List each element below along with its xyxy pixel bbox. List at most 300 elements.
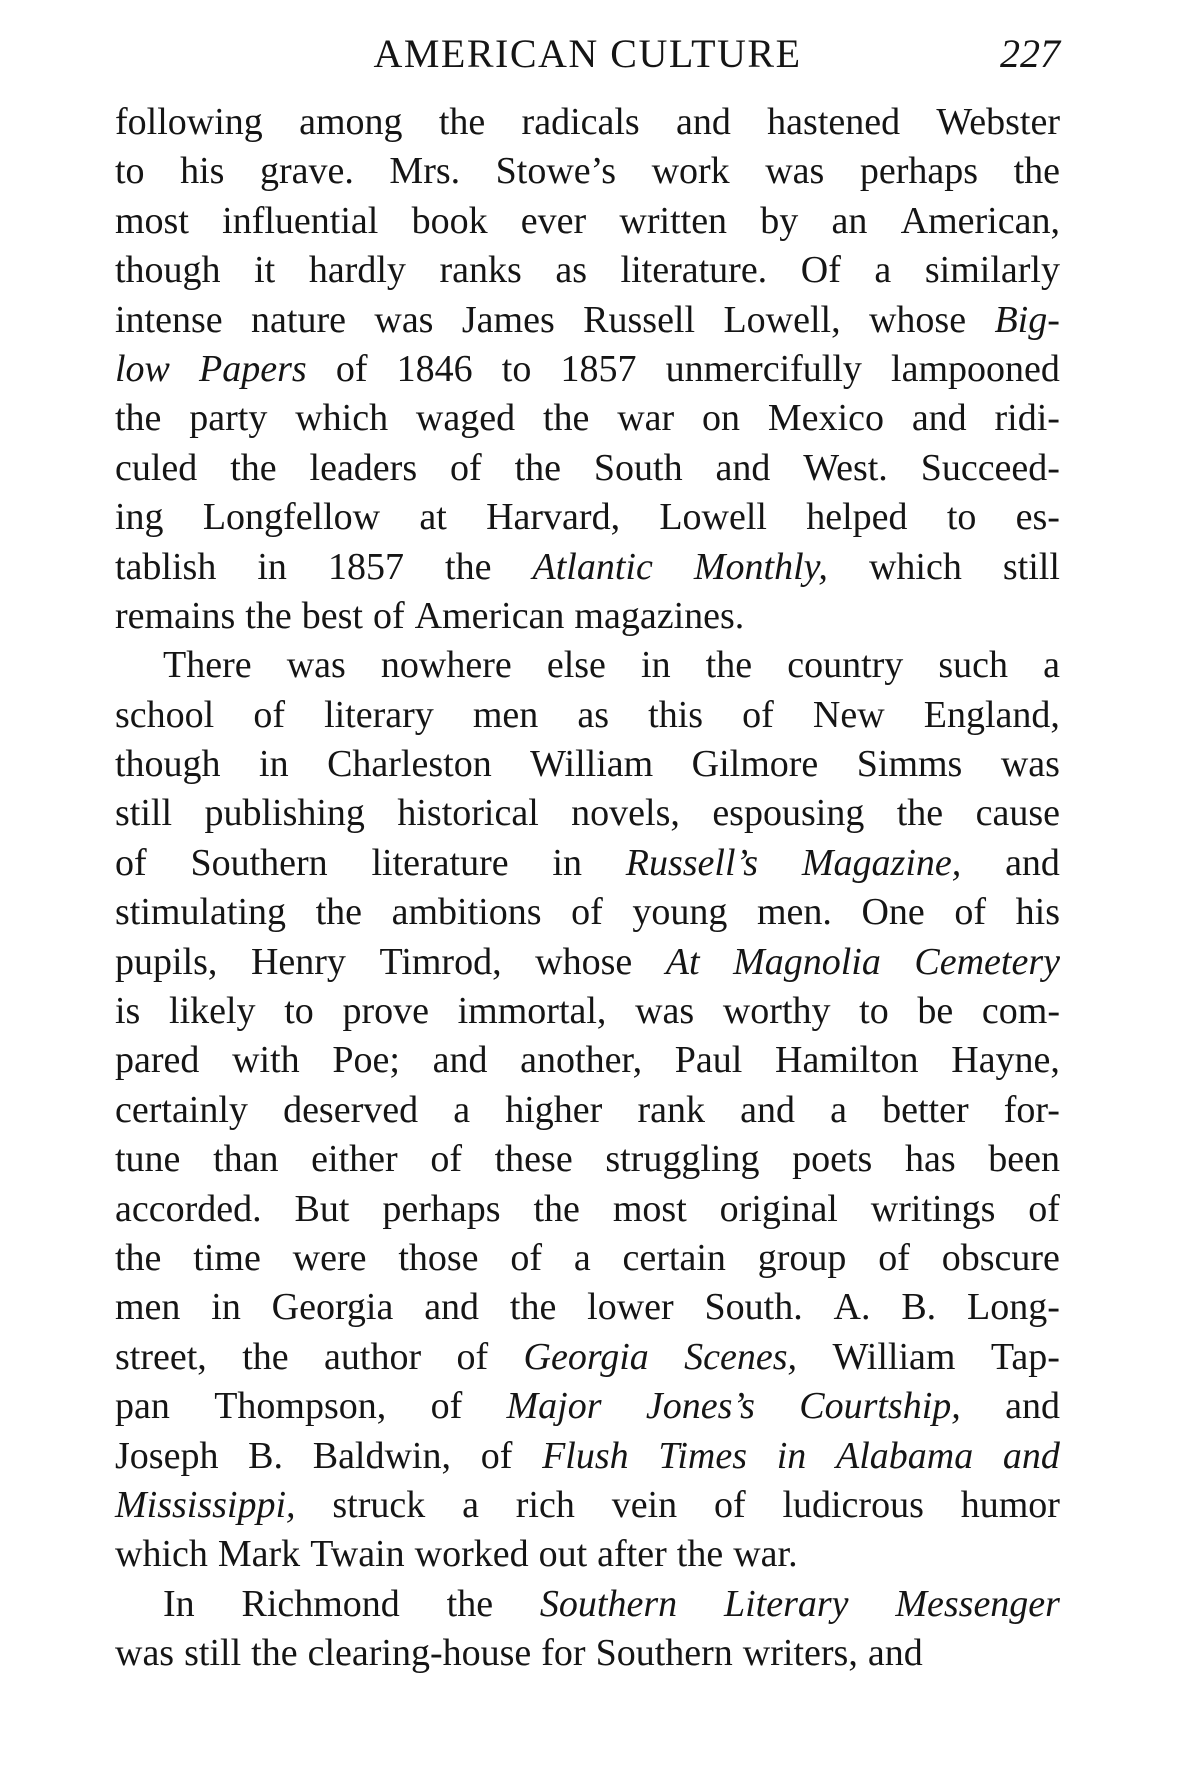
text-line xyxy=(115,987,1060,1036)
word: men. xyxy=(756,891,832,934)
word: remains xyxy=(115,594,236,637)
word: be xyxy=(917,990,954,1033)
word: of xyxy=(456,1335,489,1378)
word: original xyxy=(719,1187,838,1230)
italic-word: Alabama xyxy=(836,1434,974,1477)
word: stimulating xyxy=(115,891,286,934)
word: hastened xyxy=(767,101,901,143)
text-line xyxy=(115,345,1060,394)
word: deserved xyxy=(283,1088,419,1131)
word: Succeed- xyxy=(920,446,1060,489)
text-line xyxy=(115,493,1060,542)
word: historical xyxy=(397,792,539,835)
italic-word: Literary xyxy=(723,1582,849,1625)
word: literature xyxy=(371,841,509,884)
word: men xyxy=(115,1286,181,1329)
italic-word: Russell’s xyxy=(625,841,759,884)
italic-word: Big- xyxy=(994,298,1060,341)
word: Mark xyxy=(217,1533,301,1576)
paragraph xyxy=(115,1580,1060,1679)
word: Stowe’s xyxy=(495,150,617,193)
word: the xyxy=(705,644,753,687)
word: ing xyxy=(115,496,164,539)
word: pupils, xyxy=(115,940,218,983)
word: South. xyxy=(704,1286,803,1329)
word: Of xyxy=(800,249,841,292)
italic-word: Monthly, xyxy=(693,545,828,588)
word: Hayne, xyxy=(951,1039,1060,1082)
word: the xyxy=(542,397,590,440)
word: to xyxy=(284,990,314,1033)
word: the xyxy=(446,1582,494,1625)
word: Harvard, xyxy=(486,496,621,539)
paragraph xyxy=(115,641,1060,1579)
word: been xyxy=(988,1138,1060,1181)
text-line xyxy=(115,1135,1060,1184)
italic-word: Atlantic xyxy=(532,545,653,588)
word: influential xyxy=(222,199,379,242)
word: of xyxy=(1028,1187,1060,1230)
word: was xyxy=(635,990,695,1033)
word: Thompson, xyxy=(214,1385,387,1428)
italic-word: in xyxy=(776,1434,807,1477)
word: publishing xyxy=(204,792,365,835)
word: still xyxy=(115,792,173,835)
word: in xyxy=(641,644,671,687)
word: the xyxy=(533,1187,580,1230)
word: group xyxy=(757,1236,847,1279)
word: of xyxy=(571,891,603,934)
word: of xyxy=(253,693,285,736)
word: a xyxy=(874,249,892,292)
word: a xyxy=(453,1088,471,1131)
word: ambitions xyxy=(391,891,542,934)
word: after xyxy=(597,1533,667,1576)
word: time xyxy=(193,1236,261,1279)
word: the xyxy=(251,1632,298,1675)
word: as xyxy=(577,693,610,736)
word: best xyxy=(301,594,363,637)
word: the xyxy=(896,792,944,835)
word: the xyxy=(315,891,363,934)
word: Southern xyxy=(595,1632,733,1675)
word: to xyxy=(859,990,889,1033)
word: Richmond xyxy=(241,1582,400,1625)
word: culed xyxy=(115,446,198,489)
word: immortal, xyxy=(457,990,607,1033)
word: the xyxy=(115,1236,162,1279)
word: American, xyxy=(900,199,1060,242)
word: a xyxy=(462,1483,479,1526)
word: helped xyxy=(806,496,908,539)
word: William xyxy=(832,1335,956,1378)
text-line xyxy=(115,1530,1060,1579)
word: es- xyxy=(1015,496,1060,539)
word: war. xyxy=(733,1533,798,1576)
word: the xyxy=(1013,150,1060,193)
word: and xyxy=(740,1088,795,1131)
word: ever xyxy=(520,199,587,242)
word: radicals xyxy=(521,101,640,143)
word: lampooned xyxy=(891,347,1060,390)
word: among xyxy=(299,101,403,143)
word: men xyxy=(472,693,539,736)
word: and xyxy=(676,101,731,143)
word: with xyxy=(232,1039,300,1082)
word: writings xyxy=(870,1187,996,1230)
word: accorded. xyxy=(115,1187,262,1230)
text-line xyxy=(115,1333,1060,1382)
word: Timrod, xyxy=(379,940,502,983)
word: certain xyxy=(622,1236,726,1279)
word: intense xyxy=(115,298,223,341)
word: is xyxy=(115,990,141,1033)
italic-word: Messenger xyxy=(895,1582,1060,1625)
word: at xyxy=(419,496,447,539)
word: William xyxy=(530,743,654,786)
italic-word: Papers xyxy=(199,347,307,390)
italic-word: Times xyxy=(658,1434,748,1477)
word: of xyxy=(510,1236,543,1279)
word: worked xyxy=(414,1533,529,1576)
word: it xyxy=(254,249,276,292)
word: was xyxy=(765,150,825,193)
word: the xyxy=(445,545,492,588)
word: was xyxy=(286,644,346,687)
word: nowhere xyxy=(380,644,512,687)
word: and xyxy=(1005,1385,1060,1428)
word: were xyxy=(292,1236,367,1279)
word: which xyxy=(868,545,962,588)
word: pan xyxy=(115,1385,170,1428)
word: of xyxy=(480,1434,513,1477)
word: literary xyxy=(324,693,434,736)
text-line xyxy=(115,1432,1060,1481)
word: cause xyxy=(975,792,1060,835)
word: in xyxy=(257,545,287,588)
word: magazines. xyxy=(574,594,745,637)
italic-word: Georgia xyxy=(523,1335,649,1378)
word: the xyxy=(514,446,561,489)
text-line xyxy=(115,1481,1060,1530)
italic-word: Scenes, xyxy=(684,1335,798,1378)
word: to xyxy=(946,496,977,539)
word: and xyxy=(1005,841,1060,884)
word: tune xyxy=(115,1138,181,1181)
word: than xyxy=(213,1138,279,1181)
italic-word: Major xyxy=(506,1385,602,1428)
word: unmercifully xyxy=(665,347,862,390)
word: of xyxy=(878,1236,910,1279)
word: Mexico xyxy=(767,397,884,440)
word: a xyxy=(830,1088,847,1131)
text-line xyxy=(115,789,1060,838)
word: In xyxy=(163,1582,195,1625)
word: of xyxy=(430,1138,462,1181)
word: nature xyxy=(251,298,346,341)
word: 1857 xyxy=(327,545,404,588)
word: out xyxy=(538,1533,588,1576)
text-line xyxy=(115,1382,1060,1431)
word: A. xyxy=(833,1286,871,1329)
word: Lowell, xyxy=(723,298,841,341)
word: book xyxy=(411,199,488,242)
word: West. xyxy=(803,446,888,489)
word: on xyxy=(702,397,741,440)
text-line xyxy=(115,641,1060,690)
text-line xyxy=(115,888,1060,937)
word: by xyxy=(760,199,799,242)
word: school xyxy=(115,693,215,736)
word: tablish xyxy=(115,545,217,588)
word: espousing xyxy=(712,792,865,835)
word: was xyxy=(374,298,434,341)
word: still xyxy=(1002,545,1060,588)
word: New xyxy=(812,693,885,736)
word: of xyxy=(372,594,405,637)
word: the xyxy=(509,1286,557,1329)
text-line xyxy=(115,444,1060,493)
word: young xyxy=(632,891,728,934)
word: Simms xyxy=(856,743,963,786)
word: either xyxy=(311,1138,398,1181)
word: the xyxy=(115,397,162,440)
word: Southern xyxy=(190,841,328,884)
word: Charleston xyxy=(327,743,492,786)
word: humor xyxy=(960,1483,1060,1526)
word: has xyxy=(904,1138,956,1181)
text-line xyxy=(115,1086,1060,1135)
text-line xyxy=(115,197,1060,246)
word: Gilmore xyxy=(691,743,819,786)
word: American xyxy=(414,594,565,637)
word: and xyxy=(432,1039,488,1082)
word: to xyxy=(115,150,145,193)
word: country xyxy=(787,644,904,687)
word: But xyxy=(294,1187,350,1230)
word: was xyxy=(1000,743,1060,786)
word: most xyxy=(115,199,189,242)
word: and xyxy=(911,397,967,440)
word: higher xyxy=(505,1088,603,1131)
word: another, xyxy=(520,1039,643,1082)
word: worthy xyxy=(722,990,831,1033)
word: this xyxy=(648,693,704,736)
word: which xyxy=(115,1533,208,1576)
word: street, xyxy=(115,1335,207,1378)
word: war xyxy=(617,397,675,440)
word: hardly xyxy=(308,249,406,292)
word: the xyxy=(438,101,486,143)
italic-word: Courtship, xyxy=(799,1385,961,1428)
word: rich xyxy=(515,1483,575,1526)
word: vein xyxy=(611,1483,678,1526)
word: was xyxy=(115,1632,175,1675)
italic-word: Mississippi, xyxy=(115,1483,296,1526)
text-line xyxy=(115,147,1060,196)
word: for xyxy=(541,1632,586,1675)
text-line xyxy=(115,1580,1060,1629)
word: and xyxy=(867,1632,923,1675)
word: an xyxy=(831,199,868,242)
text-line xyxy=(115,98,1060,147)
word: of xyxy=(450,446,482,489)
word: com- xyxy=(981,990,1060,1033)
word: these xyxy=(494,1138,573,1181)
word: better xyxy=(882,1088,969,1131)
word: Lowell xyxy=(659,496,767,539)
italic-word: Flush xyxy=(542,1434,629,1477)
running-head xyxy=(115,28,1060,80)
word: Longfellow xyxy=(202,496,381,539)
word: most xyxy=(612,1187,687,1230)
word: ridi- xyxy=(994,397,1060,440)
word: lower xyxy=(587,1286,674,1329)
word: Paul xyxy=(674,1039,743,1082)
word: author xyxy=(324,1335,422,1378)
word: in xyxy=(211,1286,241,1329)
word: pared xyxy=(115,1039,200,1082)
word: the xyxy=(242,1335,289,1378)
text-line xyxy=(115,296,1060,345)
word: of xyxy=(115,841,147,884)
word: novels, xyxy=(571,792,680,835)
word: England, xyxy=(923,693,1060,736)
text-line xyxy=(115,246,1060,295)
word: Tap- xyxy=(990,1335,1060,1378)
word: still xyxy=(184,1632,242,1675)
word: Long- xyxy=(967,1286,1060,1329)
word: struck xyxy=(332,1483,426,1526)
text-line xyxy=(115,543,1060,592)
text-line xyxy=(115,740,1060,789)
word: 1857 xyxy=(560,347,637,390)
word: poets xyxy=(792,1138,873,1181)
word: following xyxy=(115,101,263,143)
italic-word: Magnolia xyxy=(733,940,881,983)
word: writers, xyxy=(742,1632,858,1675)
text-line xyxy=(115,691,1060,740)
word: in xyxy=(259,743,289,786)
word: grave. xyxy=(259,150,354,193)
text-line xyxy=(115,394,1060,443)
word: and xyxy=(424,1286,480,1329)
word: ranks xyxy=(439,249,522,292)
word: a xyxy=(1043,644,1060,687)
word: Baldwin, xyxy=(312,1434,451,1477)
word: Mrs. xyxy=(389,150,461,193)
running-title: AMERICAN CULTURE xyxy=(373,31,802,76)
word: James xyxy=(461,298,555,341)
word: though xyxy=(115,743,221,786)
text-line xyxy=(115,839,1060,888)
text-line xyxy=(115,938,1060,987)
word: struggling xyxy=(605,1138,760,1181)
paragraph xyxy=(115,98,1060,641)
word: There xyxy=(163,644,252,687)
word: his xyxy=(180,150,225,193)
word: and xyxy=(715,446,771,489)
word: to xyxy=(501,347,532,390)
word: Poe; xyxy=(332,1039,400,1082)
word: South xyxy=(593,446,683,489)
word: party xyxy=(189,397,268,440)
word: of xyxy=(335,347,368,390)
word: Webster xyxy=(936,101,1060,143)
italic-word: and xyxy=(1002,1434,1060,1477)
word: of xyxy=(742,693,774,736)
word: written xyxy=(619,199,728,242)
word: ludicrous xyxy=(782,1483,924,1526)
word: Twain xyxy=(310,1533,405,1576)
word: which xyxy=(295,397,389,440)
text-line xyxy=(115,1283,1060,1332)
word: the xyxy=(676,1533,724,1576)
italic-word: Jones’s xyxy=(645,1385,755,1428)
word: B. xyxy=(248,1434,284,1477)
word: whose xyxy=(535,940,633,983)
text-line xyxy=(115,1036,1060,1085)
word: such xyxy=(938,644,1009,687)
word: waged xyxy=(415,397,516,440)
word: perhaps xyxy=(382,1187,501,1230)
word: rank xyxy=(637,1088,705,1131)
word: leaders xyxy=(309,446,418,489)
word: those xyxy=(398,1236,479,1279)
word: for- xyxy=(1003,1088,1060,1131)
text-line xyxy=(115,1629,1060,1678)
word: One xyxy=(861,891,925,934)
text-line xyxy=(115,1234,1060,1283)
word: as xyxy=(555,249,587,292)
word: of xyxy=(713,1483,746,1526)
italic-word: Magazine, xyxy=(801,841,962,884)
italic-word: Southern xyxy=(539,1582,678,1625)
word: Georgia xyxy=(271,1286,394,1329)
word: though xyxy=(115,249,221,292)
word: obscure xyxy=(941,1236,1060,1279)
word: else xyxy=(546,644,606,687)
word: literature. xyxy=(620,249,768,292)
word: the xyxy=(245,594,292,637)
word: whose xyxy=(868,298,967,341)
word: Hamilton xyxy=(775,1039,919,1082)
word: work xyxy=(651,150,730,193)
word: likely xyxy=(169,990,256,1033)
word: prove xyxy=(342,990,429,1033)
italic-word: low xyxy=(115,347,170,390)
italic-word: At xyxy=(665,940,700,983)
text-line xyxy=(115,1185,1060,1234)
word: Henry xyxy=(250,940,346,983)
body-text xyxy=(115,98,1060,1679)
word: similarly xyxy=(924,249,1060,292)
word: clearing-house xyxy=(307,1632,532,1675)
word: Russell xyxy=(583,298,696,341)
italic-word: Cemetery xyxy=(914,940,1060,983)
word: his xyxy=(1015,891,1060,934)
word: in xyxy=(552,841,582,884)
word: 1846 xyxy=(396,347,473,390)
word: of xyxy=(430,1385,463,1428)
word: Joseph xyxy=(115,1434,219,1477)
word: B. xyxy=(901,1286,937,1329)
word: the xyxy=(230,446,277,489)
word: perhaps xyxy=(859,150,979,193)
word: a xyxy=(573,1236,591,1279)
page-number: 227 xyxy=(1000,31,1060,76)
text-line xyxy=(115,592,1060,641)
